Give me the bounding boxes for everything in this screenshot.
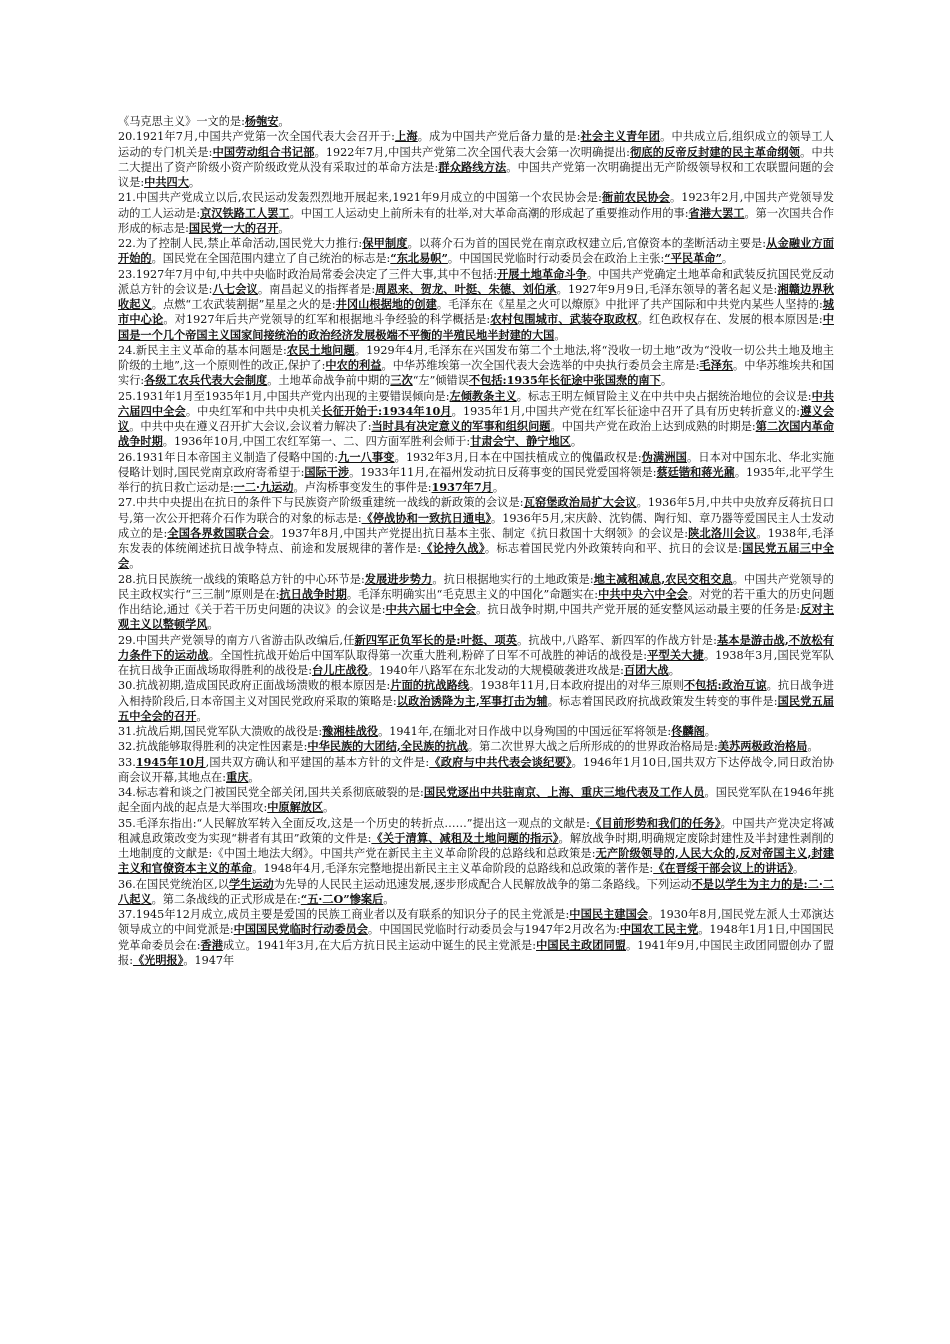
answer-text: 《关于清算、减租及土地问题的指示》 — [371, 830, 559, 845]
question-text: 。中国共产党第一次明确提出无产阶级领导权和工农联盟问题的会议是: — [118, 160, 834, 189]
question-text: 。 — [207, 618, 219, 632]
answer-text: 不包括:政治互谅 — [683, 678, 767, 693]
question-text: 28.抗日民族统一战线的策略总方针的中心环节是: — [118, 572, 365, 586]
question-text: 。 — [129, 557, 141, 571]
answer-text: 衙前农民协会 — [601, 190, 670, 205]
question-text: 。标志王明左倾冒险主义在中共中央占据统治地位的会议是: — [516, 389, 812, 403]
paragraph — [118, 389, 834, 450]
question-text: 。中共成立后,组织成立的领导工人运动的专门机关是: — [118, 130, 834, 159]
question-text: 。1938年11月,日本政府提出的对华三原则 — [468, 679, 684, 693]
answer-text: 中华民族的大团结,全民族的抗战 — [307, 739, 468, 754]
answer-text: 佟麟阁 — [671, 724, 705, 738]
answer-text: 国民党一大的召开 — [188, 220, 279, 235]
question-text: 21.中国共产党成立以后,农民运动发轰烈烈地开展起来,1921年9月成立的中国第一个农民协会是: — [118, 191, 602, 205]
answer-text: 中共六届七中全会 — [385, 602, 477, 616]
answer-text: “平民革命” — [664, 251, 722, 266]
paragraph — [118, 877, 834, 908]
question-text: 。 — [188, 176, 201, 189]
question-text: 35.毛泽东指出:“人民解放军转入全面反攻,这是一个历史的转折点……”提出这一观点的文献是: — [118, 816, 590, 830]
answer-text: 中共四大 — [144, 175, 189, 189]
answer-text: 陕北洛川会议 — [687, 525, 757, 540]
question-text: 。1947年 — [183, 953, 235, 967]
answer-text: 台儿庄战役 — [311, 663, 368, 677]
answer-text: 豫湘桂战役 — [322, 724, 379, 738]
question-text: 。1948年4月,毛泽东完整地提出新民主主义革命阶段的总路线和总政策的著作是: — [252, 862, 654, 876]
answer-text: 中国国民党临时行动委员会 — [233, 922, 368, 937]
answer-text: 无产阶级领导的,人民大众的,反对帝国主义,封建主义和官僚资本主义的革命 — [118, 846, 834, 876]
answer-text: 发展进步势力 — [364, 571, 433, 586]
question-text: 。中华苏维埃共和国实行: — [118, 359, 834, 388]
question-text: 。1930年8月,国民党左派人士邓演达领导成立的中间党派是: — [118, 908, 834, 937]
paragraph — [118, 633, 834, 679]
question-text: 。1948年1月1日,中国国民党革命委员会在: — [118, 923, 834, 952]
question-text: 。 — [807, 740, 819, 754]
answer-text: 全国各界救国联合会 — [167, 525, 270, 540]
answer-text: 第二次国内革命战争时期 — [118, 419, 834, 449]
question-text: 为先导的人民民主运动迅速发展,逐步形成配合人民解放战争的第二条路线。下列运动 — [273, 877, 692, 891]
question-text: 。中国国民党临时行动委员会与1947年2月改名为: — [367, 923, 620, 937]
question-text: 33. — [118, 755, 136, 769]
question-text: 。1929年4月,毛泽东在兴国发布第二个土地法,将“没收一切土地”改为“没收一切公共土地及地主阶级的土地”,这一个原则性的改正,保护了: — [118, 343, 834, 372]
question-text: 37.1945年12月成立,成员主要是爱国的民族工商业者以及有联系的知识分子的民主党派是: — [118, 908, 570, 921]
answer-text: 九一八事变 — [337, 449, 395, 464]
question-text: 。 — [323, 801, 335, 815]
answer-text: 1945年10月 — [135, 754, 206, 769]
paragraph — [118, 739, 834, 754]
question-text: 。1927年9月9日,毛泽东领导的著名起义是: — [556, 282, 778, 296]
question-text: 。1932年3月,日本在中国扶植成立的傀儡政权是: — [394, 450, 642, 464]
question-text: 。卢沟桥事变发生的事件是: — [293, 481, 432, 494]
question-text: 22.为了控制人民,禁止革命活动,国民党大力推行: — [118, 237, 363, 250]
answer-text: 国际干涉 — [304, 464, 350, 479]
answer-text: 遵义会议 — [118, 403, 834, 433]
paragraph — [118, 190, 834, 236]
answer-text: 湘赣边界秋收起义 — [118, 281, 834, 311]
answer-text: 《停战协和一致抗日通电》 — [361, 510, 492, 525]
question-text: 。中国国民党临时行动委员会在政治上主张: — [447, 252, 665, 266]
answer-text: 国民党五届五中全会的召开 — [118, 693, 834, 723]
question-text: 。全国性抗战开始后中国军队取得第一次重大胜利,粉碎了日军不可战胜的神话的战役是: — [208, 648, 647, 662]
question-text: 。1922年7月,中国共产党第二次全国代表大会第一次明确提出: — [314, 145, 630, 159]
question-text: 。 — [660, 374, 673, 388]
paragraph — [118, 572, 834, 633]
question-text: 。 — [793, 862, 805, 876]
question-text: 。南昌起义的指挥者是: — [257, 282, 376, 296]
paragraph — [118, 785, 834, 816]
question-text: 25.1931年1月至1935年1月,中国共产党内出现的主要错误倾向是: — [118, 389, 450, 403]
answer-text: 伪满洲国 — [641, 449, 687, 464]
question-text: 。第二次世界大战之后所形成的的世界政治格局是: — [467, 740, 718, 754]
paragraph — [118, 678, 834, 724]
answer-text: 中国民主政团同盟 — [536, 937, 627, 952]
question-text: 。国民党在全国范围内建立了自己统治的标志是: — [151, 252, 391, 266]
question-text: 。对1927年后共产党领导的红军和根据地斗争经验的科学概括是: — [163, 313, 491, 327]
answer-text: 中国是一个几个帝国主义国家间接统治的政治经济发展极端不平衡的半殖民地半封建的大国 — [118, 312, 834, 342]
question-text: 。标志着国民政府抗战政策发生转变的事件是: — [547, 694, 778, 708]
question-text: 36.在国民党统治区,以 — [118, 877, 229, 891]
answer-text: 《光明报》 — [132, 952, 184, 967]
question-text: 。第一次国共合作形成的标志是: — [118, 206, 834, 235]
question-text: 。红色政权存在、发展的根本原因是: — [637, 313, 823, 327]
answer-text: 以政治诱降为主,军事打击为辅 — [396, 693, 548, 708]
question-text: 。1935年1月,中国共产党在红军长征途中召开了具有历史转折意义的: — [451, 404, 801, 418]
answer-text: 长征开始于:1934年10月 — [321, 403, 452, 418]
answer-text: 一二·九运动 — [233, 480, 294, 494]
question-text: 。抗日战争进入相持阶段后,日本帝国主义对国民党政府采取的策略是: — [118, 679, 834, 708]
answer-text: 农民土地问题 — [286, 342, 355, 357]
paragraph — [118, 495, 834, 571]
paragraph — [118, 450, 834, 496]
answer-text: 三次 — [390, 373, 413, 388]
answer-text: 中国农工民主党 — [619, 922, 699, 937]
question-text: 。中国共产党在政治上达到成熟的时期是: — [550, 420, 756, 433]
question-text: 。解放战争时期,明确规定废除封建性及半封建性剥削的土地制度的文献是:《中国土地法大纲》。中国共产党在新民主主义革命阶段的总路线和总政策是: — [118, 831, 834, 860]
answer-text: 京汉铁路工人罢工 — [200, 205, 290, 220]
answer-text: 城市中心论 — [118, 297, 834, 327]
question-text: 29.中国共产党领导的南方八省游击队改编后,任 — [118, 633, 355, 647]
question-text: 。1937年8月,中国共产党提出抗日基本主张、制定《抗日救国十大纲领》的会议是: — [269, 526, 688, 540]
answer-text: 平型关大捷 — [647, 647, 704, 662]
document-body — [118, 114, 834, 968]
answer-text: 香港 — [200, 937, 224, 952]
paragraph — [118, 755, 834, 786]
answer-text: 瓦窑堡政治局扩大会议 — [523, 495, 637, 510]
question-text: ,国共双方确认和平建国的基本方针的文件是: — [205, 755, 430, 769]
answer-text: 上海 — [394, 129, 418, 144]
answer-text: 当时具有决定意义的军事和组织问题 — [371, 419, 551, 433]
answer-text: 农村包围城市、武装夺取政权 — [490, 312, 638, 327]
answer-text: 杨匏安 — [244, 114, 279, 128]
paragraph — [118, 724, 834, 739]
paragraph — [118, 816, 834, 877]
answer-text: “五·二O”惨案后 — [300, 891, 384, 906]
question-text: 成立。1941年3月,在大后方抗日民主运动中诞生的民主党派是: — [223, 938, 537, 952]
question-text: 。 — [383, 892, 395, 906]
question-text: 。1941年9月,中国民主政团同盟创办了盟报: — [118, 938, 834, 967]
paragraph — [118, 267, 834, 343]
question-text: 。 — [492, 481, 505, 494]
paragraph — [118, 114, 834, 129]
answer-text: 片面的抗战路线 — [390, 678, 469, 693]
question-text: 。成为中国共产党后备力量的是: — [417, 130, 581, 144]
question-text: 。1936年10月,中国工农红军第一、二、四方面军胜利会师于: — [162, 435, 471, 449]
answer-text: 《论持久战》 — [421, 541, 485, 555]
question-text: 。中国共产党确定土地革命和武装反抗国民党反动派总方针的会议是: — [118, 267, 834, 296]
answer-text: 井冈山根据地的创建 — [335, 297, 437, 311]
question-text: 。 — [196, 709, 208, 723]
question-text: 。点燃“工农武装割据”星星之火的是: — [151, 298, 336, 311]
question-text: 。日本对中国东北、华北实施侵略计划时,国民党南京政府寄希望于: — [118, 450, 834, 479]
answer-text: 各级工农兵代表大会制度 — [144, 373, 268, 388]
question-text: 。1935年,北平学生举行的抗日救亡运动是: — [118, 465, 834, 494]
answer-text: “东北易帜” — [390, 251, 448, 266]
question-text: 。中国共产党决定将减租减息政策改变为实现“耕者有其田”政策的文件是: — [118, 816, 834, 845]
answer-text: 《政府与中共代表会谈纪要》 — [429, 754, 572, 769]
answer-text: 从金融业方面开始的 — [118, 236, 834, 266]
answer-text: 毛泽东 — [699, 358, 734, 372]
question-text: 24.新民主主义革命的基本问题是: — [118, 343, 287, 357]
paragraph — [118, 343, 834, 389]
question-text: 。1923年2月,中国共产党领导发动的工人运动是: — [118, 191, 834, 220]
paragraph — [118, 236, 834, 267]
answer-text: 不包括:1935年长征途中张国焘的南下 — [468, 373, 661, 388]
answer-text: 开展土地革命斗争 — [496, 266, 587, 281]
question-text: 。1936年5月,中共中央放弃反蒋抗日口号,第一次公开把蒋介石作为联合的对象的标志是: — [118, 496, 834, 525]
question-text: 《马克思主义》一文的是: — [118, 115, 245, 128]
answer-text: 学生运动 — [228, 876, 274, 891]
question-text: 。1938年,毛泽东发表的体统阐述抗日战争特点、前途和发展规律的著作是: — [118, 526, 834, 555]
answer-text: 保甲制度 — [362, 236, 408, 250]
question-text: 。1946年1月10日,国共双方下达停战令,同日政治协商会议开幕,其地点在: — [118, 755, 834, 784]
question-text: 。 — [570, 435, 583, 449]
paragraph — [118, 907, 834, 968]
question-text: 30.抗战初期,造成国民政府正面战场溃败的根本原因是: — [118, 679, 391, 693]
question-text: 。 — [721, 252, 734, 266]
question-text: 。抗战中,八路军、新四军的作战方针是: — [517, 633, 717, 647]
question-text: 。1933年11月,在福州发动抗日反蒋事变的国民党爱国将领是: — [349, 465, 657, 479]
question-text: 。 — [554, 328, 566, 342]
answer-text: 国民党五届三中全会 — [118, 541, 834, 571]
question-text: 。毛泽东明确实出“毛克思主义的中国化”命题实在: — [346, 587, 599, 601]
answer-text: 美苏两极政治格局 — [717, 739, 808, 754]
question-text: 。对党的若干重大的历史问题作出结论,通过《关于若干历史问题的决议》的会议是: — [118, 587, 834, 616]
paragraph — [118, 129, 834, 190]
answer-text: 1937年7月 — [431, 480, 493, 494]
answer-text: 省港大罢工 — [688, 205, 745, 220]
question-text: 。中华苏维埃第一次全国代表大会选举的中央执行委员会主席是: — [381, 359, 700, 372]
question-text: 32.抗战能够取得胜利的决定性因素是: — [118, 740, 308, 754]
question-text: 。国民党军队在1946年挑起全面内战的起点是大举围攻: — [118, 786, 834, 815]
question-text: 。 — [704, 725, 716, 738]
question-text: 。1940年八路军在东北发动的大规模破袭进攻战是: — [367, 664, 624, 677]
question-text: 。抗日根据地实行的土地政策是: — [432, 572, 594, 586]
question-text: 23.1927年7月中旬,中共中央临时政治局常委会决定了三件大事,其中不包括: — [118, 267, 497, 281]
answer-text: 中国劳动组合书记部 — [212, 144, 315, 159]
question-text: 。 — [278, 115, 290, 128]
question-text: 。第二条战线的正式形成是在: — [151, 892, 301, 906]
question-text: 。 — [248, 770, 260, 784]
answer-text: 中农的利益 — [325, 358, 382, 372]
question-text: 。1938年3月,国民党军队在抗日战争正面战场取得胜利的战役是: — [118, 648, 834, 677]
answer-text: 不是以学生为主力的是:二·二八起义 — [118, 876, 834, 906]
answer-text: 国民党逐出中共驻南京、上海、重庆三地代表及工作人员 — [423, 785, 705, 799]
answer-text: 中共中央六中全会 — [598, 586, 688, 601]
answer-text: 中原解放区 — [267, 800, 324, 815]
answer-text: 中共六届四中全会 — [118, 388, 834, 418]
question-text: 27.中共中央提出在抗日的条件下与民族资产阶级重建统一战线的新政策的会议是: — [118, 496, 524, 510]
answer-text: 甘肃会宁、静宁地区 — [470, 434, 571, 449]
answer-text: 左倾教条主义 — [449, 388, 517, 403]
question-text: 。1936年5月,宋庆龄、沈钧儒、陶行知、章乃器等爱国民主人士发动成立的是: — [118, 511, 834, 540]
question-text: 。标志着国民党内外政策转向和平、抗日的会议是: — [484, 542, 742, 555]
answer-text: 《目前形势和我们的任务》 — [589, 815, 721, 830]
answer-text: 反对主观主义以整顿学风 — [118, 602, 834, 632]
question-text: 26.1931年日本帝国主义制造了侵略中国的: — [118, 450, 338, 464]
answer-text: 社会主义青年团 — [580, 129, 661, 144]
answer-text: 地主减租减息,农民交租交息 — [593, 571, 733, 586]
answer-text: 蔡廷锴和蒋光鼐 — [656, 464, 735, 479]
answer-text: 基本是游击战,不放松有力条件下的运动战 — [118, 632, 834, 662]
question-text: 。土地革命战争前中期的 — [267, 374, 391, 388]
question-text: 34.标志着和谈之门被国民党全部关闭,国共关系彻底破裂的是: — [118, 786, 424, 799]
question-text: 。1941年,在缅北对日作战中以身殉国的中国远征军将领是: — [378, 725, 672, 738]
question-text: 31.抗战后期,国民党军队大溃败的战役是: — [118, 725, 323, 738]
answer-text: 群众路线方法 — [438, 159, 507, 174]
question-text: 。 — [278, 221, 290, 235]
question-text: 。以蒋介石为首的国民党在南京政权建立后,官僚资本的垄断活动主要是: — [407, 237, 767, 250]
answer-text: 新四军正负军长的是:叶挺、项英 — [354, 632, 518, 647]
answer-text: 周恩来、贺龙、叶挺、朱德、刘伯承 — [375, 281, 557, 296]
question-text: 。中国工人运动史上前所未有的壮举,对大革命高潮的形成起了重要推动作用的事: — [289, 206, 689, 220]
question-text: “左”倾错误 — [412, 374, 469, 388]
answer-text: 八七会议 — [212, 281, 258, 296]
answer-text: 重庆 — [226, 769, 249, 784]
question-text: 20.1921年7月,中国共产党第一次全国代表大会召开于: — [118, 130, 395, 144]
question-text: 。 — [668, 664, 680, 677]
question-text: 。中国共产党领导的民主政权实行“三三制”原则是在: — [118, 572, 834, 601]
question-text: 。抗日战争时期,中国共产党开展的延安整风运动最主要的任务是: — [476, 603, 801, 616]
answer-text: 抗日战争时期 — [279, 586, 347, 601]
answer-text: 中国民主建国会 — [569, 907, 649, 921]
question-text: 。毛泽东在《星星之火可以燎原》中批评了共产国际和中共党内某些人坚持的: — [436, 298, 823, 311]
answer-text: 彻底的反帝反封建的民主革命纲领 — [629, 144, 801, 159]
question-text: 。中共二大提出了资产阶级小资产阶级政党从没有采取过的革命方法是: — [118, 145, 834, 174]
question-text: 。中共中央在遵义召开扩大会议,会议着力解决了: — [129, 420, 372, 433]
answer-text: 《在晋绥干部会议上的讲话》 — [653, 861, 794, 876]
answer-text: 百团大战 — [623, 663, 669, 677]
question-text: 。中央红军和中共中央机关 — [185, 404, 322, 418]
